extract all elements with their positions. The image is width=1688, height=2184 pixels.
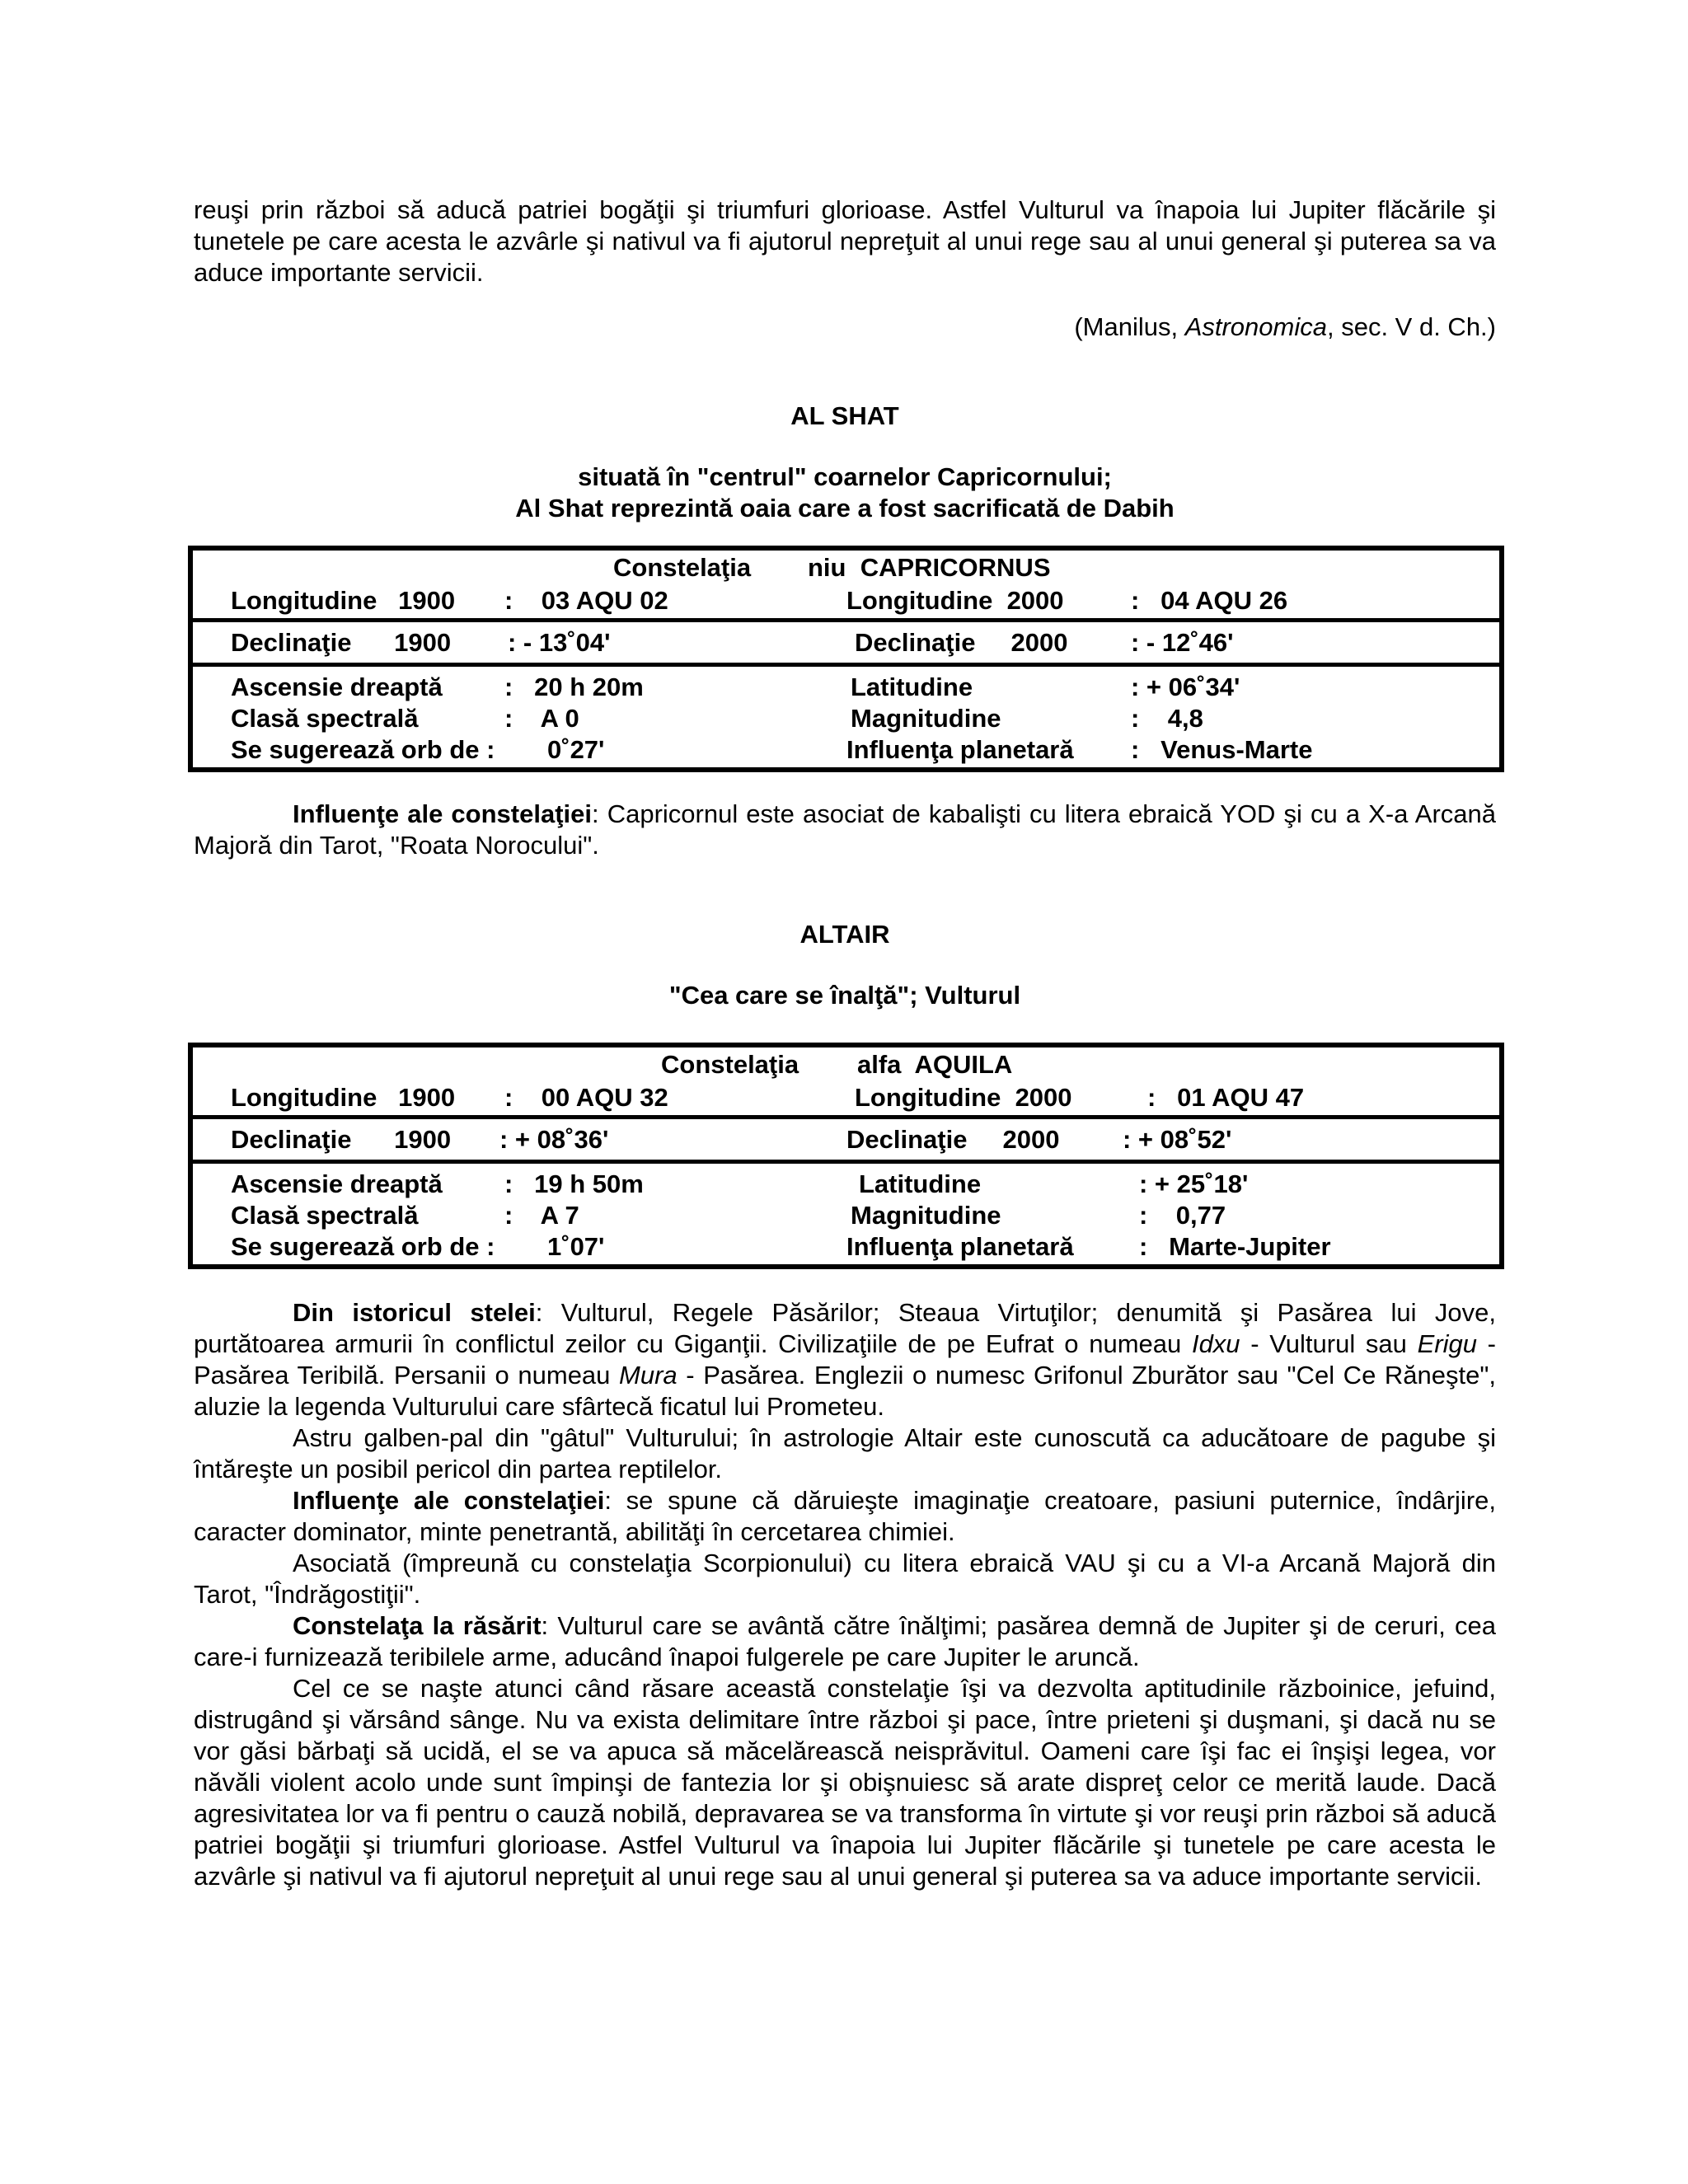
right-ascension-label: Ascensie dreaptă — [231, 673, 443, 701]
declination-1900-value: : + 08˚36ʹ — [499, 1125, 609, 1154]
declination-1900-label: Declinaţie 1900 — [231, 1125, 452, 1154]
right-ascension-value: : 20 h 20m — [504, 673, 644, 701]
longitude-1900-value: : 03 AQU 02 — [504, 586, 668, 615]
altair-rising: Constelaţa la răsărit: Vulturul care se avântă către înălţimi; pasărea demnă de Jupiter şi de ceruri, cea care-i furnizează teribilele arme, aducând înapoi fulgerele pe care Jupiter le aruncă. — [194, 1611, 1496, 1671]
orb-label: Se sugerează orb de : — [231, 735, 495, 764]
longitude-2000-label: Longitudine 2000 — [846, 586, 1064, 615]
longitude-2000-label: Longitudine 2000 — [855, 1083, 1072, 1112]
altair-subtitle: "Cea care se înalţă"; Vulturul — [668, 981, 1021, 1010]
declination-2000-label: Declinaţie 2000 — [846, 1125, 1060, 1154]
longitude-1900-label: Longitudine 1900 — [231, 586, 456, 615]
right-ascension-value: : 19 h 50m — [504, 1169, 644, 1198]
orb-value: 1˚07ʹ — [547, 1232, 605, 1261]
altair-row-properties — [193, 1160, 1499, 1264]
altair-row-longitude — [193, 1047, 1499, 1115]
spectral-class-value: : A 0 — [504, 704, 579, 733]
magnitude-value: : 4,8 — [1131, 704, 1203, 733]
altair-row-declination — [193, 1115, 1499, 1160]
altair-associated-paragraph: Asociată (împreună cu constelaţia Scorpionului) cu litera ebraică VAU şi cu a VI-a Arcană Majoră din Tarot, "Îndrăgostiţii". — [194, 1549, 1496, 1609]
altair-astru-paragraph: Astru galben-pal din "gâtul" Vulturului; în astrologie Altair este cunoscută ca aducătoare de pagube şi întăreşte un posibil pericol din partea reptilelor. — [194, 1423, 1496, 1483]
constellation-label: Constelaţia — [661, 1050, 799, 1079]
planetary-influence-label: Influenţa planetară — [846, 735, 1074, 764]
altair-influences: Influenţe ale constelaţiei: se spune că dăruieşte imaginaţie creatoare, pasiuni puternice, îndârjire, caracter dominator, minte penetrantă, abilităţi în cercetarea chimiei. — [194, 1486, 1496, 1546]
orb-label: Se sugerează orb de : — [231, 1232, 495, 1261]
constellation-value: niu CAPRICORNUS — [808, 553, 1051, 582]
altair-history: Din istoricul stelei: Vulturul, Regele Păsărilor; Steaua Virtuţilor; denumită şi Pasărea lui Jove, purtătoarea armurii în conflictul zeilor cu Giganţii. Civilizaţiile de pe Eufrat o numeau Idxu - Vulturul sau Erigu - Pasărea Teribilă. Persanii o numeau Mura - Pasărea. Englezii o numesc Grifonul Zburător sau "Cel Ce Răneşte", aluzie la legenda Vulturului care sfârtecă ficatul lui Prometeu. — [194, 1298, 1497, 1421]
latitude-value: : + 06˚34ʹ — [1131, 673, 1240, 701]
constellation-label: Constelaţia — [613, 553, 752, 582]
declination-1900-value: : - 13˚04ʹ — [508, 628, 611, 657]
al-shat-row-properties — [193, 663, 1499, 767]
longitude-2000-value: : 01 AQU 47 — [1147, 1083, 1305, 1112]
magnitude-label: Magnitudine — [851, 704, 1001, 733]
document-page — [194, 194, 1496, 1892]
planetary-influence-label: Influenţa planetară — [846, 1232, 1074, 1261]
latitude-value: : + 25˚18ʹ — [1139, 1169, 1249, 1198]
al-shat-subtitle-2: Al Shat reprezintă oaia care a fost sacrificată de Dabih — [515, 494, 1175, 523]
altair-title: ALTAIR — [799, 920, 890, 949]
altair-final-paragraph: Cel ce se naşte atunci când răsare această constelaţie îşi va dezvolta aptitudinile războinice, jefuind, distrugând şi vărsând sânge. Nu va exista delimitare între război şi pace, între prieteni şi duşmani, şi dacă nu se vor găsi bărbaţi să ucidă, el se va apuca să măcelărească neisprăvitul. Oameni care îşi fac ei înşişi legea, vor năvăli violent acolo unde sunt împinşi de fantezia lor şi obişnuiesc să arate dispreţ celor ce merită laude. Dacă agresivitatea lor va fi pentru o cauză nobilă, depravarea se va transforma în virtute şi vor reuşi prin război să aducă patriei bogăţii şi triumfuri glorioase. Astfel Vulturul va înapoia lui Jupiter flăcările şi tunetele pe care acesta le azvârle şi nativul va fi ajutorul nepreţuit al unui rege sau al unui general şi puterea sa va aduce importante servicii. — [194, 1674, 1496, 1891]
declination-2000-label: Declinaţie 2000 — [855, 628, 1068, 657]
al-shat-title: AL SHAT — [790, 401, 899, 430]
intro-paragraph: reuşi prin război să aducă patriei bogăţii şi triumfuri glorioase. Astfel Vulturul va înapoia lui Jupiter flăcările şi tunetele pe care acesta le azvârle şi nativul va fi ajutorul nepreţuit al unui rege sau al unui general şi puterea sa va aduce importante servicii. — [194, 195, 1496, 287]
constellation-value: alfa AQUILA — [857, 1050, 1013, 1079]
al-shat-row-declination — [193, 618, 1499, 663]
al-shat-influences: Influenţe ale constelaţiei: Capricornul este asociat de kabalişti cu litera ebraică YOD şi cu a X-a Arcană Majoră din Tarot, "Roata Norocului". — [194, 799, 1496, 860]
magnitude-value: : 0,77 — [1139, 1201, 1226, 1230]
planetary-influence-value: : Venus-Marte — [1131, 735, 1313, 764]
declination-1900-label: Declinaţie 1900 — [231, 628, 452, 657]
planetary-influence-value: : Marte-Jupiter — [1139, 1232, 1331, 1261]
citation: (Manilus, Astronomica, sec. V d. Ch.) — [1074, 312, 1496, 341]
spectral-class-label: Clasă spectrală — [231, 704, 419, 733]
citation-work: Astronomica — [1184, 312, 1327, 341]
latitude-label: Latitudine — [859, 1169, 982, 1198]
right-ascension-label: Ascensie dreaptă — [231, 1169, 443, 1198]
spectral-class-label: Clasă spectrală — [231, 1201, 419, 1230]
longitude-2000-value: : 04 AQU 26 — [1131, 586, 1288, 615]
al-shat-subtitle-1: situată în "centrul" coarnelor Capricornului; — [578, 462, 1112, 491]
latitude-label: Latitudine — [851, 673, 973, 701]
al-shat-data-table — [188, 546, 1504, 772]
longitude-1900-label: Longitudine 1900 — [231, 1083, 456, 1112]
magnitude-label: Magnitudine — [851, 1201, 1001, 1230]
spectral-class-value: : A 7 — [504, 1201, 579, 1230]
declination-2000-value: : + 08˚52ʹ — [1123, 1125, 1232, 1154]
orb-value: 0˚27ʹ — [547, 735, 605, 764]
longitude-1900-value: : 00 AQU 32 — [504, 1083, 668, 1112]
declination-2000-value: : - 12˚46ʹ — [1131, 628, 1234, 657]
al-shat-row-longitude — [193, 551, 1499, 618]
altair-body — [194, 1297, 1496, 1892]
altair-data-table — [188, 1043, 1504, 1269]
